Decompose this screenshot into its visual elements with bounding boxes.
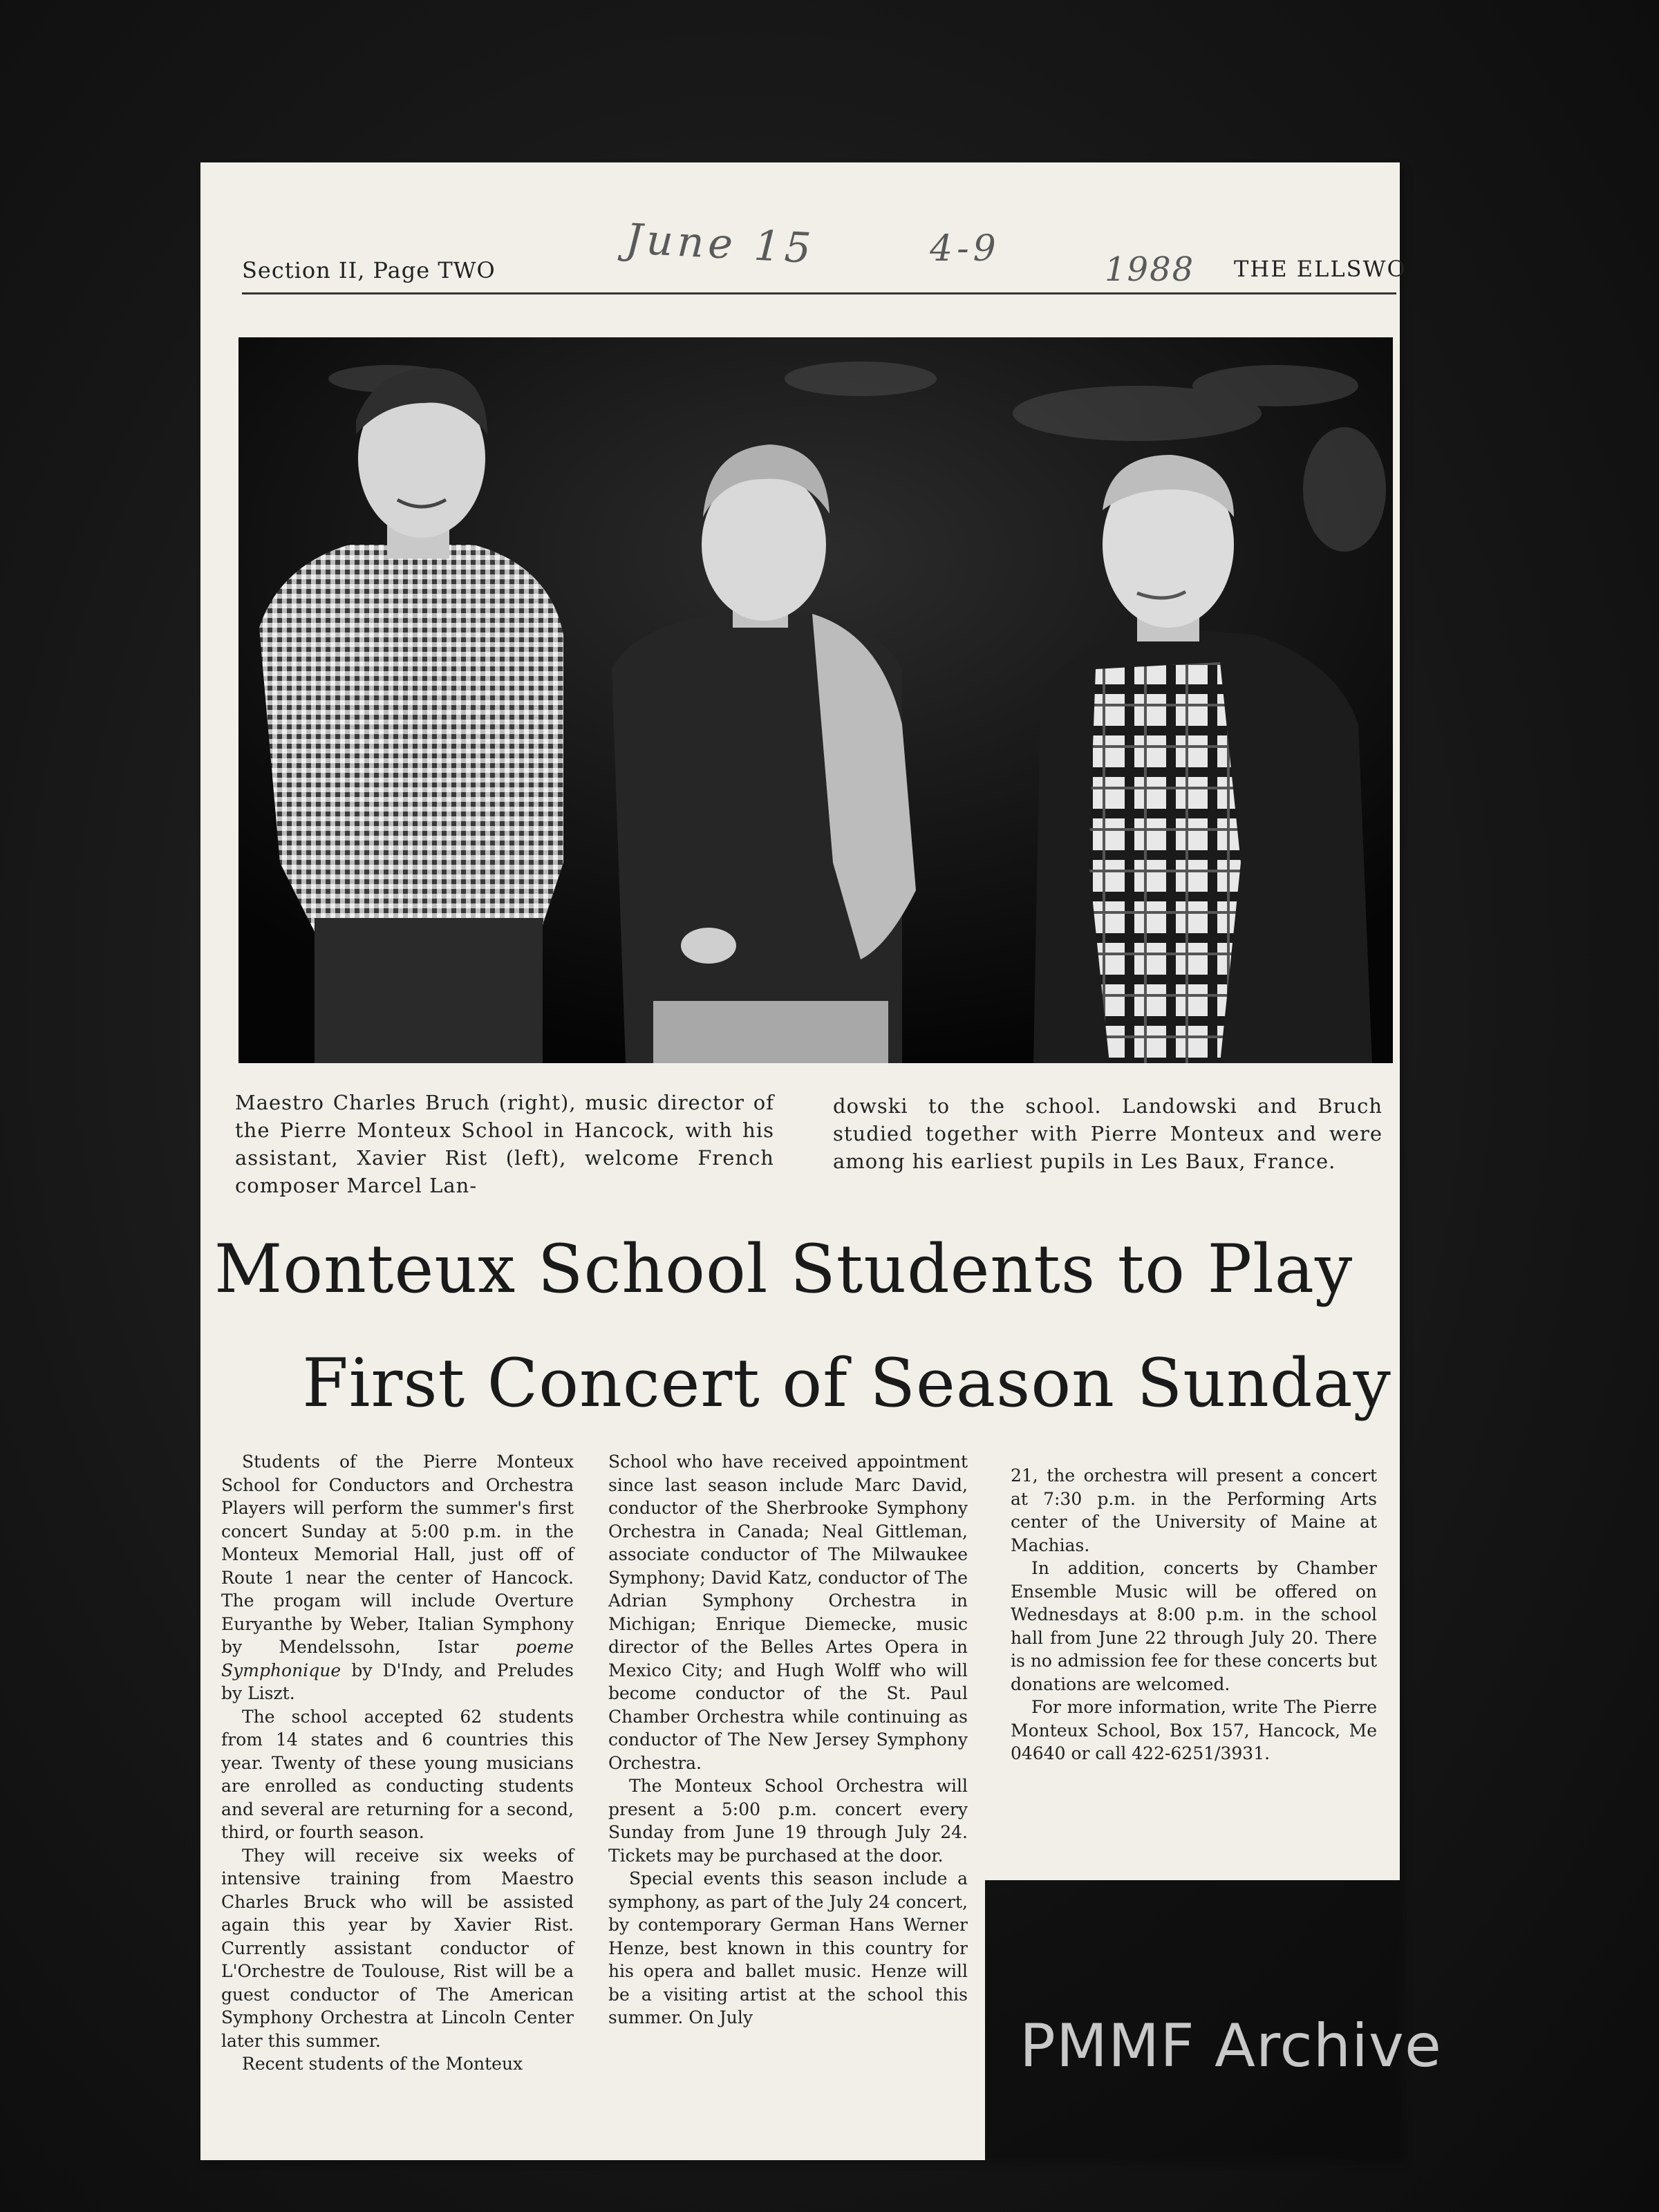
article-paragraph: The Monteux School Orchestra will present a 5:00 p.m. concert every Sunday from June 19 through July 24. Tickets may be purchased at the door. (608, 1776, 968, 1866)
article-paragraph (221, 1450, 574, 1705)
article-paragraph: School who have received appointment since last season include Marc David, conductor of the Sherbrooke Symphony Orchestra in Canada; Neal Gittleman, associate conductor of The Milwaukee Symphony; David Katz, conductor of The Adrian Symphony Orchestra in Michigan; Enrique Diemecke, music director of the Belles Artes Opera in Mexico City; and Hugh Wolff who will become conductor of the St. Paul Chamber Orchestra while continuing as conductor of The New Jersey Symphony Orchestra. (608, 1452, 968, 1773)
handwritten-number: 4-9 (930, 228, 1000, 270)
article-text: by D'Indy, and Preludes by Liszt. (221, 1660, 574, 1703)
article-paragraph: Recent students of the Monteux (242, 2054, 523, 2074)
photo-caption-right: dowski to the school. Landowski and Bruch studied together with Pierre Monteux and were among his earliest pupils in Les Baux, France. (833, 1094, 1382, 1173)
article-paragraph: For more information, write The Pierre Monteux School, Box 157, Hancock, Me 04640 or call 422-6251/3931. (1011, 1697, 1377, 1763)
news-photo (238, 337, 1393, 1063)
headline-line-2: First Concert of Season Sunday (302, 1344, 1391, 1422)
article-column-1 (221, 1450, 574, 2076)
article-column-2 (608, 1450, 968, 2030)
article-paragraph: 21, the orchestra will present a concert at 7:30 p.m. in the Performing Arts center of the University of Maine at Machias. (1011, 1465, 1377, 1555)
article-italic-title: poeme Symphonique (221, 1637, 574, 1680)
handwritten-date: June 15 (624, 214, 816, 274)
photo-caption-left: Maestro Charles Bruch (right), music director of the Pierre Monteux School in Hancock, with his assistant, Xavier Rist (left), welcome French composer Marcel Lan- (235, 1091, 774, 1197)
handwritten-year: 1988 (1105, 250, 1195, 289)
page-header (242, 256, 1407, 297)
archive-watermark: PMMF Archive (1020, 2012, 1442, 2081)
headline-line-1: Monteux School Students to Play (214, 1230, 1353, 1308)
article-paragraph: Special events this season include a symphony, as part of the July 24 concert, by contemporary German Hans Werner Henze, best known in this country for his opera and ballet music. Henze will be a visiting artist at the school this summer. On July (608, 1868, 968, 2027)
article-text: Students of the Pierre Monteux School for Conductors and Orchestra Players will perform the summer's first concert Sunday at 5:00 p.m. in the Monteux Memorial Hall, just off of Route 1 near the center of Hancock. The progam will include Overture Euryanthe by Weber, Italian Symphony by Mendelssohn, Istar (221, 1452, 574, 1657)
newspaper-name: THE ELLSWO (1234, 256, 1407, 282)
article-paragraph: They will receive six weeks of intensive training from Maestro Charles Bruck who will be assisted again this year by Xavier Rist. Currently assistant conductor of L'Orchestre de Toulouse, Rist will be a guest conductor of The American Symphony Orchestra at Lincoln Center later this summer. (221, 1845, 574, 2051)
header-rule (242, 292, 1396, 294)
article-paragraph: In addition, concerts by Chamber Ensemble Music will be offered on Wednesdays at 8:00 p.m. in the school hall from June 22 through July 20. There is no admission fee for these concerts but donations are welcomed. (1011, 1558, 1377, 1694)
section-label: Section II, Page TWO (242, 257, 496, 283)
article-paragraph: The school accepted 62 students from 14 states and 6 countries this year. Twenty of these young musicians are enrolled as conducting students and several are returning for a second, third, or fourth season. (221, 1706, 574, 1842)
article-column-3 (1011, 1464, 1377, 1765)
